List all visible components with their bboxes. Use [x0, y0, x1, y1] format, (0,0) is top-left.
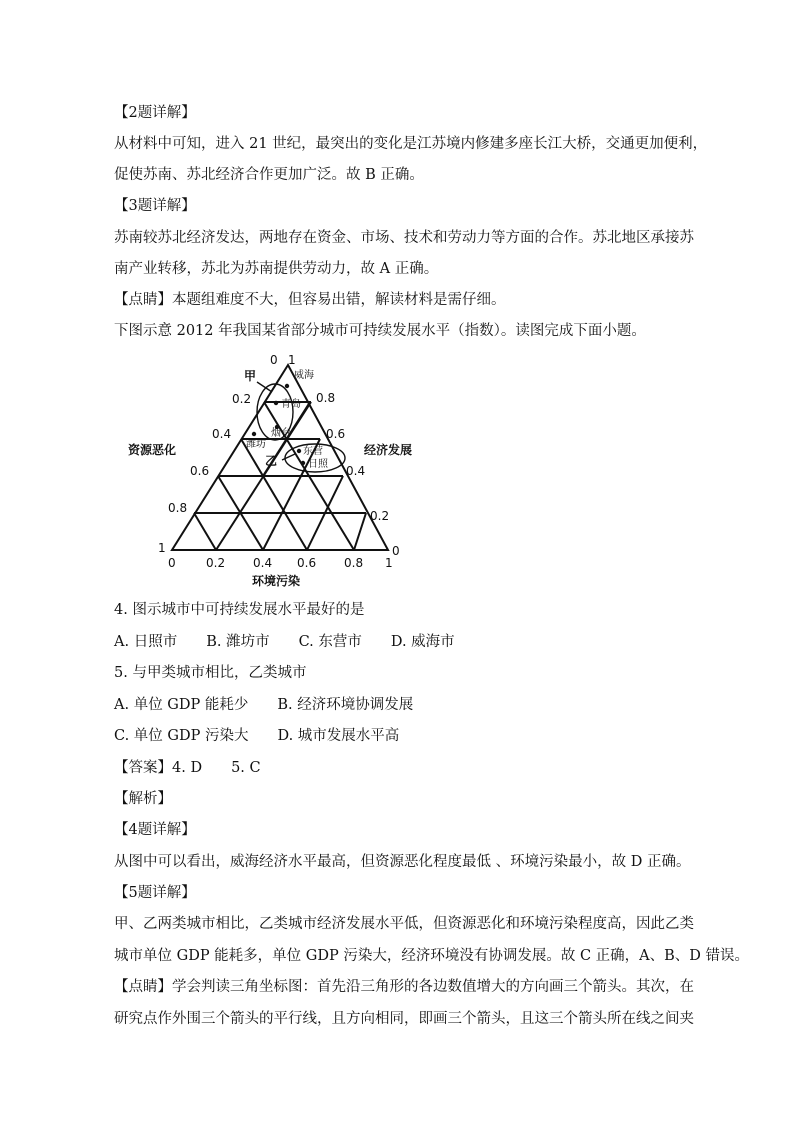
analysis-heading: 【解析】: [114, 791, 172, 807]
paragraph-q3-line1: 苏南较苏北经济发达，两地存在资金、市场、技术和劳动力等方面的合作。苏北地区承接苏: [114, 230, 694, 246]
question-4-options: A. 日照市 B. 潍坊市 C. 东营市 D. 威海市: [114, 634, 455, 650]
right-tick-0.8: 0.8: [316, 391, 336, 405]
bottom-tick-1: 1: [385, 556, 393, 570]
point-weihai: [285, 384, 289, 388]
bottom-tick-0.8: 0.8: [344, 556, 364, 570]
left-tick-0.2: 0.2: [232, 392, 252, 406]
city-label-rizhao: 日照: [308, 459, 328, 470]
section-heading-q4: 【4题详解】: [114, 822, 196, 838]
group-yi-label: 乙: [265, 454, 278, 468]
note-paragraph-1: 【点睛】本题组难度不大，但容易出错，解读材料是需仔细。: [114, 292, 506, 308]
point-rizhao: [301, 461, 305, 465]
paragraph-q2-line2: 促使苏南、苏北经济合作更加广泛。故 B 正确。: [114, 167, 424, 183]
paragraph-q5-line2: 城市单位 GDP 能耗多，单位 GDP 污染大，经济环境没有协调发展。故 C 正确，A、B、D 错误。: [114, 948, 750, 964]
question-5-options-ab: A. 单位 GDP 能耗少 B. 经济环境协调发展: [114, 697, 414, 713]
paragraph-q2-line1: 从材料中可知，进入 21 世纪，最突出的变化是江苏境内修建多座长江大桥，交通更加便利，: [114, 136, 708, 152]
city-label-yantai: 烟台: [271, 428, 291, 439]
city-label-qingdao: 青岛: [281, 399, 301, 410]
apex-left-label: 0: [270, 353, 278, 367]
question-5-options-cd: C. 单位 GDP 污染大 D. 城市发展水平高: [114, 728, 400, 744]
point-weifang: [252, 432, 256, 436]
bottom-axis-title: 环境污染: [252, 574, 301, 588]
point-qingdao: [274, 401, 278, 405]
bottom-tick-0.4: 0.4: [253, 556, 273, 570]
ternary-diagram: [120, 350, 420, 590]
note-paragraph-2-line2: 研究点作外围三个箭头的平行线，且方向相同，即画三个箭头，且这三个箭头所在线之间夹: [114, 1011, 694, 1027]
section-heading-q3: 【3题详解】: [114, 198, 196, 214]
paragraph-q3-line2: 南产业转移，苏北为苏南提供劳动力，故 A 正确。: [114, 261, 439, 277]
question-5: 5. 与甲类城市相比，乙类城市: [114, 665, 307, 681]
bottom-tick-0.6: 0.6: [297, 556, 317, 570]
question-4: 4. 图示城市中可持续发展水平最好的是: [114, 602, 365, 618]
answer-line: 【答案】4. D 5. C: [114, 760, 261, 776]
section-heading-q5: 【5题详解】: [114, 885, 196, 901]
section-heading-q2: 【2题详解】: [114, 105, 196, 121]
bottom-tick-0.2: 0.2: [206, 556, 226, 570]
right-tick-0: 0: [392, 544, 400, 558]
paragraph-q4: 从图中可以看出，威海经济水平最高，但资源恶化程度最低 、环境污染最小，故 D 正确。: [114, 854, 691, 870]
left-tick-0.6: 0.6: [190, 464, 210, 478]
left-tick-0.4: 0.4: [212, 427, 232, 441]
left-tick-0.8: 0.8: [168, 501, 188, 515]
right-tick-0.2: 0.2: [370, 509, 390, 523]
point-dongying: [297, 449, 301, 453]
note-paragraph-2-line1: 【点睛】学会判读三角坐标图：首先沿三角形的各边数值增大的方向画三个箭头。其次，在: [114, 979, 694, 995]
city-label-weifang: 潍坊: [246, 439, 266, 450]
figure-intro: 下图示意 2012 年我国某省部分城市可持续发展水平（指数）。读图完成下面小题。: [114, 323, 646, 339]
paragraph-q5-line1: 甲、乙两类城市相比，乙类城市经济发展水平低，但资源恶化和环境污染程度高，因此乙类: [114, 916, 694, 932]
left-tick-1: 1: [158, 541, 166, 555]
left-axis-title: 资源恶化: [128, 443, 177, 457]
right-axis-title: 经济发展: [364, 443, 413, 457]
group-jia-label: 甲: [244, 369, 257, 383]
city-label-weihai: 威海: [294, 370, 314, 381]
apex-right-label: 1: [288, 353, 296, 367]
right-tick-0.6: 0.6: [326, 427, 346, 441]
right-tick-0.4: 0.4: [346, 464, 366, 478]
city-label-dongying: 东营: [303, 446, 323, 457]
bottom-tick-0: 0: [168, 556, 176, 570]
